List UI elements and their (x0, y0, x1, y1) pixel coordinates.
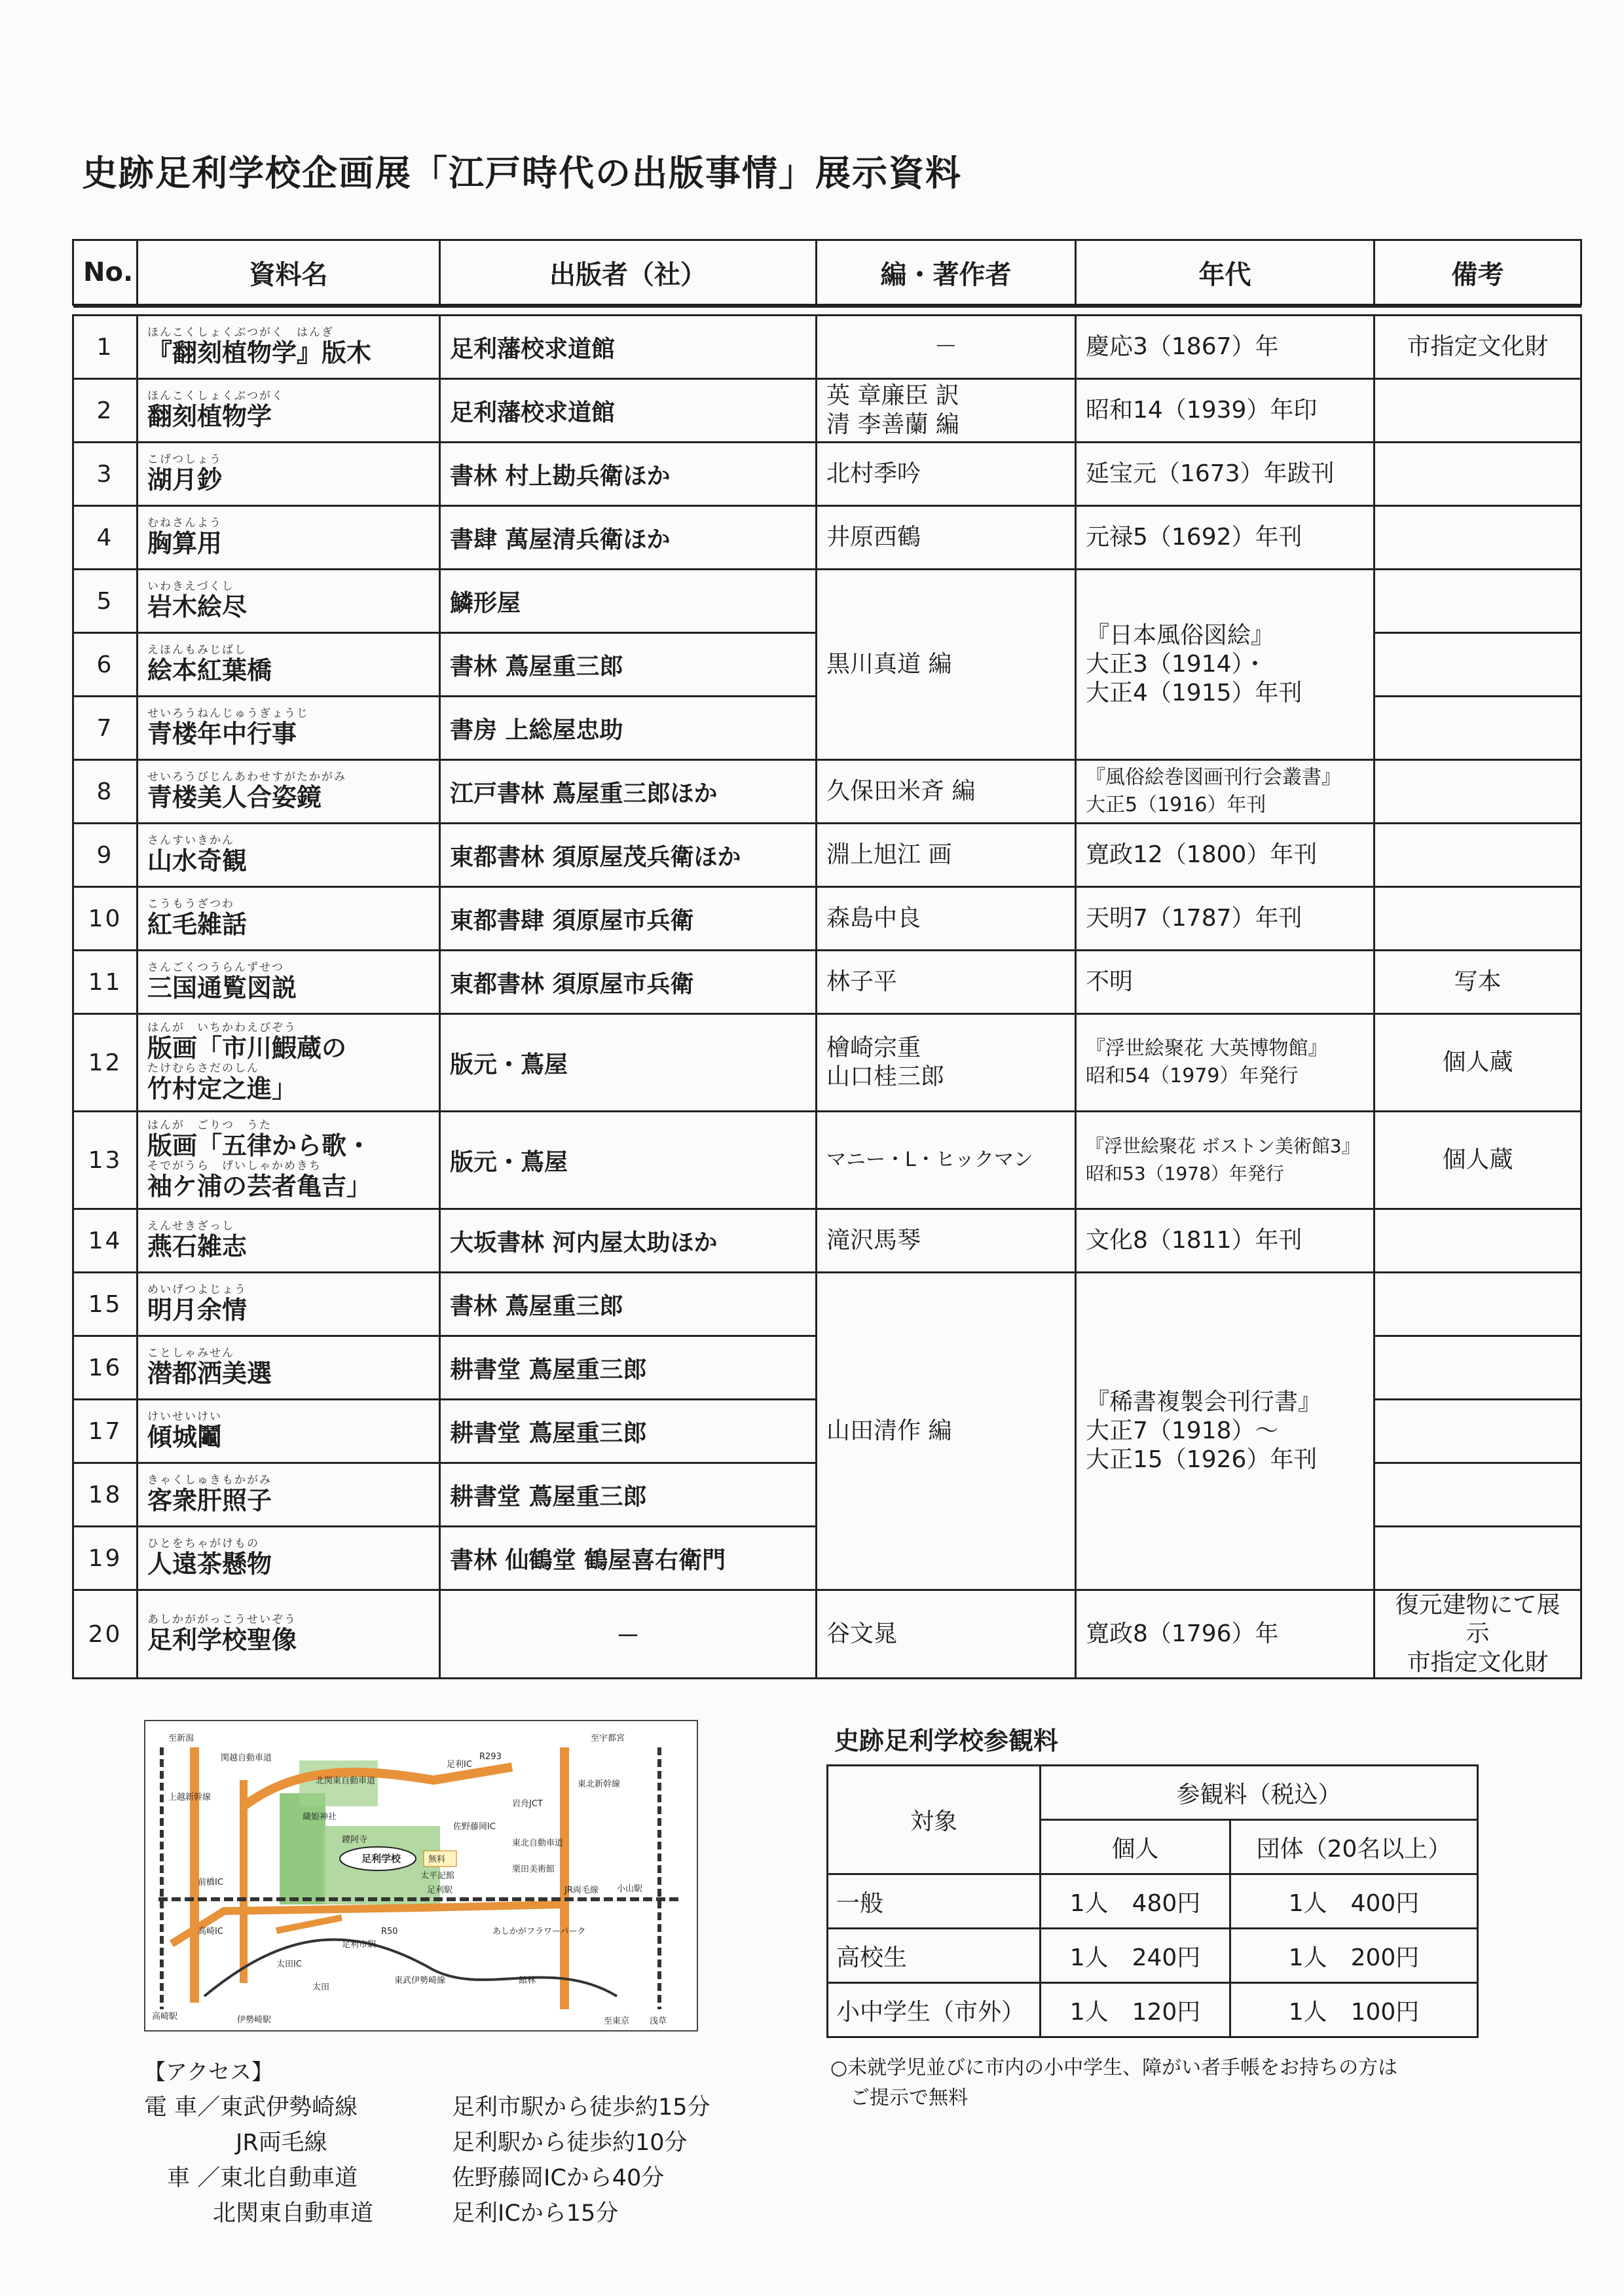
row-ruby: いわきえづくし (147, 580, 234, 593)
map-label-banna: 鑁阿寺 (342, 1835, 368, 1845)
map-label-to-niigata: 至新潟 (168, 1734, 194, 1743)
row-title: 翻刻植物学 (147, 402, 272, 431)
map-label-free: 無料 (428, 1855, 446, 1865)
row-no: 8 (73, 760, 138, 824)
access-detail: 足利駅から徒歩約10分 (452, 2130, 688, 2156)
row-author: 淵上旭江 画 (817, 824, 1076, 887)
row-author: 久保田米斉 編 (817, 760, 1076, 824)
row-ruby: さんごくつうらんずせつ (147, 961, 284, 974)
row-no: 13 (73, 1112, 138, 1209)
fee-title: 史跡足利学校参観料 (834, 1726, 1059, 1755)
row-name (138, 443, 440, 506)
row-author: 滝沢馬琴 (817, 1209, 1076, 1273)
table-row (73, 1014, 1581, 1112)
map-label-ryomo: JR両毛線 (564, 1886, 599, 1895)
row-note (1375, 1527, 1581, 1590)
row-no: 5 (73, 570, 138, 633)
fee-individual: 1人 240円 (1041, 1929, 1230, 1983)
row-title: 絵本紅葉橋 (147, 656, 272, 685)
map-label-taihei: 太平記館 (420, 1871, 455, 1881)
access-mode: 車 ／東北自動車道 (144, 2165, 358, 2191)
table-row (73, 824, 1581, 887)
access-row (144, 2160, 710, 2196)
row-note (1375, 506, 1581, 570)
row-era: 昭和14（1939）年印 (1076, 379, 1375, 443)
row-author: 井原西鶴 (817, 506, 1076, 570)
row-name (138, 1463, 440, 1527)
row-author: 林子平 (817, 951, 1076, 1014)
row-note (1375, 1209, 1581, 1273)
fee-row (828, 1983, 1478, 2037)
map-label-takasaki-station: 高崎駅 (152, 2012, 178, 2022)
row-note (1375, 887, 1581, 951)
access-row (144, 2125, 710, 2160)
row-name (138, 697, 440, 760)
row-note (1375, 1336, 1581, 1400)
map-label-school: 足利学校 (361, 1853, 401, 1865)
row-ruby: むねさんよう (147, 517, 222, 530)
access-detail: 佐野藤岡ICから40分 (452, 2165, 665, 2191)
row-title: 青楼美人合姿鏡 (147, 783, 322, 812)
fee-row (828, 1929, 1478, 1983)
row-name (138, 1014, 440, 1112)
row-no: 4 (73, 506, 138, 570)
fee-individual-header: 個人 (1041, 1820, 1230, 1874)
map-label-ashikaga-ic: 足利IC (447, 1760, 472, 1770)
table-row (73, 951, 1581, 1014)
table-row (73, 379, 1581, 443)
table-row (73, 1209, 1581, 1273)
header-era: 年代 (1076, 240, 1375, 305)
row-ruby: あしかががっこうせいぞう (147, 1613, 297, 1626)
map-label-r50: R50 (381, 1927, 398, 1937)
row-title: 人遠茶懸物 (147, 1550, 272, 1578)
row-ruby: せいろうびじんあわせすがたかがみ (147, 771, 346, 784)
row-title: 明月余情 (147, 1296, 248, 1324)
row-no: 1 (73, 316, 138, 379)
row-no: 16 (73, 1336, 138, 1400)
row-title-2: 竹村定之進」 (147, 1074, 297, 1103)
row-no: 20 (73, 1590, 138, 1679)
fee-target: 高校生 (828, 1929, 1041, 1983)
row-author: 谷文晁 (817, 1590, 1076, 1679)
row-no: 6 (73, 633, 138, 697)
row-publisher: 足利藩校求道館 (440, 379, 817, 443)
row-ruby: きゃくしゅきもかがみ (147, 1474, 272, 1487)
map-label-to-utsunomiya: 至宇都宮 (591, 1734, 625, 1743)
row-author: 黒川真道 編 (817, 570, 1076, 760)
access-section (144, 2054, 710, 2231)
map-label-ota: 太田 (312, 1982, 330, 1992)
row-no: 3 (73, 443, 138, 506)
row-ruby: えほんもみじばし (147, 644, 247, 657)
row-no: 18 (73, 1463, 138, 1527)
access-detail: 足利ICから15分 (452, 2200, 619, 2227)
fee-target-header: 対象 (828, 1766, 1041, 1874)
row-ruby: はんが ごりつ うた (147, 1119, 272, 1132)
row-publisher: 耕書堂 蔦屋重三郎 (440, 1336, 817, 1400)
row-publisher: 書房 上総屋忠助 (440, 697, 817, 760)
table-row (73, 760, 1581, 824)
header-author: 編・著作者 (817, 240, 1076, 305)
fee-table (826, 1764, 1479, 2038)
fee-group: 1人 100円 (1230, 1983, 1478, 2037)
row-author: マニー・L・ヒックマン (817, 1112, 1076, 1209)
access-map-drawing (145, 1721, 697, 2030)
row-publisher: 東都書林 須原屋茂兵衛ほか (440, 824, 817, 887)
row-no: 19 (73, 1527, 138, 1590)
row-title: 山水奇観 (147, 847, 248, 875)
row-title: 胸算用 (147, 529, 223, 558)
row-note: 復元建物にて展示 市指定文化財 (1375, 1590, 1581, 1679)
map-label-isesaki: 伊勢崎駅 (237, 2015, 272, 2025)
row-publisher: 東都書林 須原屋市兵衛 (440, 951, 817, 1014)
row-author: 森島中良 (817, 887, 1076, 951)
map-label-tohoku-exp: 東北自動車道 (512, 1838, 564, 1848)
map-label-ota-ic: 太田IC (276, 1959, 302, 1969)
row-ruby: めいげつよじょう (147, 1283, 247, 1296)
row-no: 7 (73, 697, 138, 760)
row-name (138, 1590, 440, 1679)
fee-individual: 1人 120円 (1041, 1983, 1230, 2037)
row-name (138, 379, 440, 443)
row-author: 山田清作 編 (817, 1273, 1076, 1590)
fee-group: 1人 400円 (1230, 1874, 1478, 1929)
fee-note: ○未就学児並びに市内の小中学生、障がい者手帳をお持ちの方は ご提示で無料 (830, 2056, 1398, 2109)
row-publisher: 版元・蔦屋 (440, 1014, 817, 1112)
row-name (138, 633, 440, 697)
map-label-ashikaga-station: 足利駅 (427, 1886, 453, 1895)
row-no: 14 (73, 1209, 138, 1273)
map-label-oyama: 小山駅 (617, 1884, 643, 1894)
row-name (138, 570, 440, 633)
row-title: 客衆肝照子 (147, 1486, 272, 1515)
map-label-joetsu: 上越新幹線 (168, 1793, 212, 1802)
map-label-r293: R293 (479, 1752, 502, 1762)
row-note: 写本 (1375, 951, 1581, 1014)
row-era: 『風俗絵巻図画刊行会叢書』 大正5（1916）年刊 (1076, 760, 1375, 824)
table-row (73, 570, 1581, 633)
fee-row (828, 1874, 1478, 1929)
row-era: 寛政8（1796）年 (1076, 1590, 1375, 1679)
row-note (1375, 570, 1581, 633)
row-name (138, 1527, 440, 1590)
table-row (73, 443, 1581, 506)
row-note (1375, 379, 1581, 443)
table-row (73, 1273, 1581, 1336)
row-note (1375, 443, 1581, 506)
access-mode: 北関東自動車道 (144, 2200, 374, 2227)
header-note: 備考 (1375, 240, 1581, 305)
row-name (138, 1336, 440, 1400)
row-name (138, 1273, 440, 1336)
row-no: 17 (73, 1400, 138, 1463)
row-ruby: さんすいきかん (147, 834, 234, 847)
row-name (138, 1209, 440, 1273)
map-label-flower-park: あしかがフラワーパーク (492, 1927, 586, 1937)
row-ruby: えんせきざっし (147, 1220, 234, 1233)
access-row (144, 2196, 710, 2231)
row-era: 慶応3（1867）年 (1076, 316, 1375, 379)
map-label-tobu: 東武伊勢崎線 (394, 1976, 446, 1986)
page-title: 史跡足利学校企画展「江戸時代の出版事情」展示資料 (82, 153, 962, 194)
row-title: 足利学校聖像 (147, 1626, 297, 1654)
table-header (73, 240, 1581, 305)
row-author: － (817, 316, 1076, 379)
row-publisher: 大坂書林 河内屋太助ほか (440, 1209, 817, 1273)
row-title: 青楼年中行事 (147, 720, 297, 748)
row-title: 潜都洒美選 (147, 1359, 272, 1388)
row-no: 10 (73, 887, 138, 951)
row-publisher: 書林 蔦屋重三郎 (440, 633, 817, 697)
header-no: No. (73, 240, 138, 305)
map-label-takasaki-ic: 高崎IC (198, 1927, 223, 1937)
header-publisher: 出版者（社） (440, 240, 817, 305)
row-title: 燕石雑志 (147, 1232, 248, 1261)
exhibit-table (72, 239, 1582, 1679)
row-ruby: こげつしょう (147, 453, 222, 466)
row-name (138, 1400, 440, 1463)
map-label-to-tokyo: 至東京 (604, 2016, 630, 2026)
row-publisher: 耕書堂 蔦屋重三郎 (440, 1400, 817, 1463)
fee-group: 1人 200円 (1230, 1929, 1478, 1983)
map-label-ashikagashi-station: 足利市駅 (342, 1940, 377, 1950)
header-name: 資料名 (138, 240, 440, 305)
row-ruby: ひとをちゃがけもの (147, 1537, 259, 1550)
row-no: 2 (73, 379, 138, 443)
row-era: 延宝元（1673）年跋刊 (1076, 443, 1375, 506)
row-publisher: 版元・蔦屋 (440, 1112, 817, 1209)
table-row (73, 1112, 1581, 1209)
row-title: 『翻刻植物学』版木 (147, 338, 372, 367)
map-label-iwafune: 岩舟JCT (512, 1799, 543, 1809)
fee-group-header: 団体（20名以上） (1230, 1820, 1478, 1874)
table-row (73, 506, 1581, 570)
row-ruby-2: そでがうら げいしゃかめきち (147, 1159, 322, 1173)
row-author: 北村季吟 (817, 443, 1076, 506)
row-name (138, 506, 440, 570)
row-name (138, 316, 440, 379)
map-label-kurita: 栗田美術館 (512, 1865, 555, 1874)
access-row (144, 2090, 710, 2125)
table-row (73, 1590, 1581, 1679)
row-ruby: こうもうざつわ (147, 898, 234, 911)
row-name (138, 951, 440, 1014)
row-publisher: 足利藩校求道館 (440, 316, 817, 379)
row-author: 檜崎宗重 山口桂三郎 (817, 1014, 1076, 1112)
access-mode: JR両毛線 (144, 2130, 327, 2156)
row-note (1375, 1273, 1581, 1336)
row-title: 三国通覧図説 (147, 974, 297, 1002)
row-name (138, 760, 440, 824)
row-publisher: 書林 村上勘兵衛ほか (440, 443, 817, 506)
row-note (1375, 697, 1581, 760)
table-row (73, 316, 1581, 379)
row-name (138, 1112, 440, 1209)
access-heading: 【アクセス】 (144, 2059, 274, 2085)
map-label-sano-ic: 佐野藤岡IC (453, 1822, 496, 1832)
row-era: 『稀書複製会刊行書』 大正7（1918）～ 大正15（1926）年刊 (1076, 1273, 1375, 1590)
row-no: 11 (73, 951, 138, 1014)
row-era: 天明7（1787）年刊 (1076, 887, 1375, 951)
fee-individual: 1人 480円 (1041, 1874, 1230, 1929)
access-detail: 足利市駅から徒歩約15分 (452, 2094, 710, 2121)
row-note (1375, 824, 1581, 887)
row-no: 12 (73, 1014, 138, 1112)
table-row (73, 887, 1581, 951)
map-label-asakusa: 浅草 (650, 2016, 667, 2026)
map-label-orihime: 織姫神社 (303, 1812, 337, 1822)
row-ruby: はんが いちかわえびぞう (147, 1021, 297, 1034)
row-publisher: 書林 蔦屋重三郎 (440, 1273, 817, 1336)
row-publisher: － (440, 1590, 817, 1679)
row-publisher: 書肆 萬屋清兵衛ほか (440, 506, 817, 570)
row-ruby: ことしゃみせん (147, 1347, 234, 1360)
row-ruby: けいせいけい (147, 1410, 222, 1423)
row-publisher: 書林 仙鶴堂 鶴屋喜右衛門 (440, 1527, 817, 1590)
row-title-2: 袖ケ浦の芸者亀吉」 (147, 1172, 372, 1201)
row-author: 英 章廉臣 訳 清 李善蘭 編 (817, 379, 1076, 443)
row-publisher: 江戸書林 蔦屋重三郎ほか (440, 760, 817, 824)
row-title: 紅毛雑話 (147, 910, 248, 939)
row-title: 版画「市川鰕蔵の (147, 1034, 347, 1063)
row-era: 元禄5（1692）年刊 (1076, 506, 1375, 570)
map-label-tatebayashi: 館林 (519, 1976, 536, 1986)
fee-target: 小中学生（市外） (828, 1983, 1041, 2037)
row-note: 個人蔵 (1375, 1014, 1581, 1112)
row-era: 不明 (1076, 951, 1375, 1014)
row-title: 版画「五律から歌・ (147, 1131, 372, 1160)
row-ruby: ほんこくしょくぶつがく (147, 390, 284, 403)
map-label-tohoku-shinkansen: 東北新幹線 (578, 1779, 621, 1789)
row-title: 傾城鬮 (147, 1423, 223, 1451)
row-note (1375, 1400, 1581, 1463)
row-ruby: せいろうねんじゅうぎょうじ (147, 707, 309, 720)
access-map (144, 1720, 698, 2032)
fee-header: 参観料（税込） (1041, 1766, 1478, 1820)
map-label-kanetsu: 関越自動車道 (221, 1753, 272, 1763)
row-note: 市指定文化財 (1375, 316, 1581, 379)
row-note (1375, 633, 1581, 697)
map-label-kitakanto: 北関東自動車道 (316, 1776, 376, 1786)
row-no: 9 (73, 824, 138, 887)
row-note (1375, 1463, 1581, 1527)
row-name (138, 824, 440, 887)
row-era: 寛政12（1800）年刊 (1076, 824, 1375, 887)
row-era: 『浮世絵聚花 大英博物館』 昭和54（1979）年発行 (1076, 1014, 1375, 1112)
row-publisher: 鱗形屋 (440, 570, 817, 633)
row-publisher: 東都書肆 須原屋市兵衛 (440, 887, 817, 951)
row-ruby-2: たけむらさだのしん (147, 1062, 259, 1075)
row-note: 個人蔵 (1375, 1112, 1581, 1209)
row-era: 文化8（1811）年刊 (1076, 1209, 1375, 1273)
row-ruby: ほんこくしょくぶつがく はんぎ (147, 326, 334, 339)
row-publisher: 耕書堂 蔦屋重三郎 (440, 1463, 817, 1527)
row-no: 15 (73, 1273, 138, 1336)
row-title: 湖月鈔 (147, 465, 223, 494)
row-note (1375, 760, 1581, 824)
access-mode: 電 車／東武伊勢崎線 (144, 2094, 358, 2121)
row-era: 『日本風俗図絵』 大正3（1914）・ 大正4（1915）年刊 (1076, 570, 1375, 760)
fee-target: 一般 (828, 1874, 1041, 1929)
map-label-maebashi-ic: 前橋IC (198, 1878, 223, 1887)
row-title: 岩木絵尽 (147, 592, 248, 621)
row-era: 『浮世絵聚花 ボストン美術館3』 昭和53（1978）年発行 (1076, 1112, 1375, 1209)
row-name (138, 887, 440, 951)
